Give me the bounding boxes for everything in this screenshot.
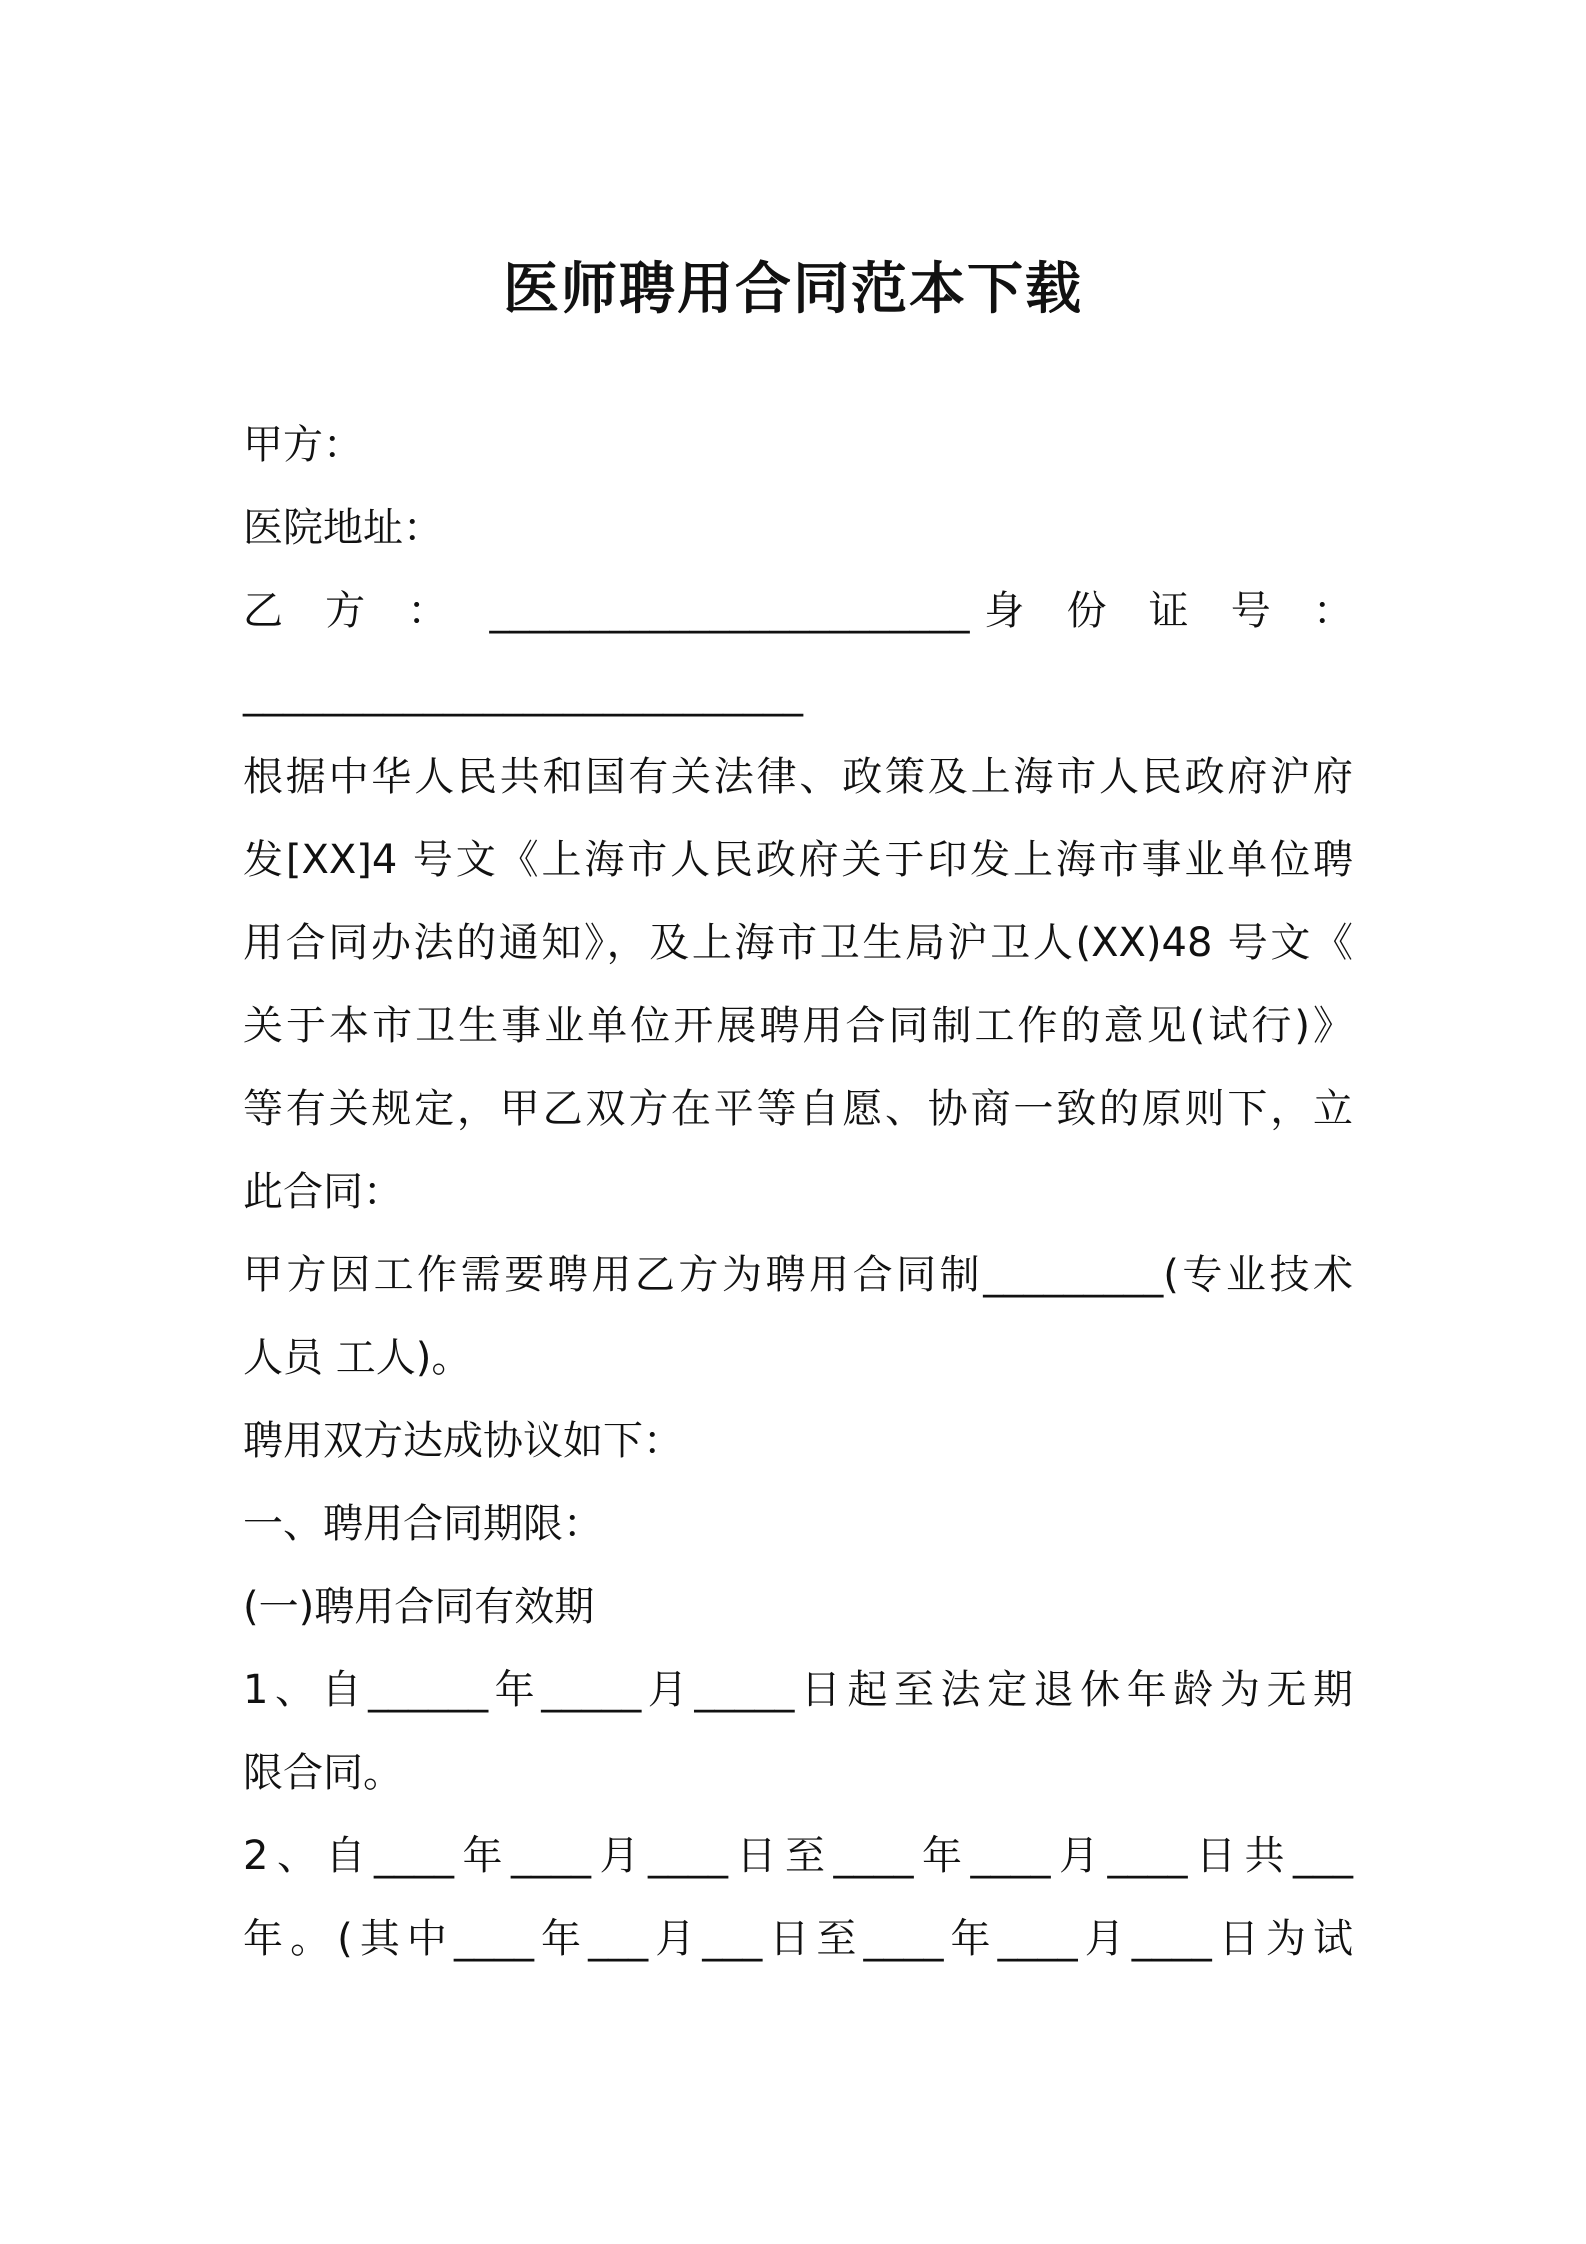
preamble-line: 关于本市卫生事业单位开展聘用合同制工作的意见(试行)》 [243, 1003, 1353, 1049]
preamble-line: 发[XX]4 号文《上海市人民政府关于印发上海市事业单位聘 [243, 837, 1353, 883]
hospital-address-label: 医院地址： [243, 505, 443, 551]
section-1-heading: 一、聘用合同期限： [243, 1501, 603, 1547]
agreement-heading: 聘用双方达成协议如下： [243, 1418, 683, 1464]
party-b-id-line: 乙 方 ： ________________________身 份 证 号 ： [243, 588, 1353, 634]
id-number-blank: ____________________________ [243, 671, 803, 717]
item-2-line: 年。(其中____年___月___日至____年____月____日为试 [243, 1916, 1353, 1962]
preamble-line: 根据中华人民共和国有关法律、政策及上海市人民政府沪府 [243, 754, 1353, 800]
item-2-line: 2、自____年____月____日至____年____月____日共___ [243, 1833, 1353, 1879]
item-1-line: 限合同。 [243, 1750, 403, 1796]
preamble-line: 此合同： [243, 1169, 403, 1215]
page-title: 医师聘用合同范本下载 [503, 257, 1083, 322]
hire-line: 人员 工人)。 [243, 1335, 472, 1381]
item-1-line: 1、自______年_____月_____日起至法定退休年龄为无期 [243, 1667, 1353, 1713]
party-a-label: 甲方： [243, 422, 363, 468]
subsection-1-heading: (一)聘用合同有效期 [243, 1584, 595, 1630]
hire-line: 甲方因工作需要聘用乙方为聘用合同制_________(专业技术 [243, 1252, 1353, 1298]
preamble-line: 等有关规定，甲乙双方在平等自愿、协商一致的原则下，立 [243, 1086, 1353, 1132]
preamble-line: 用合同办法的通知》，及上海市卫生局沪卫人(XX)48 号文《 [243, 920, 1353, 966]
